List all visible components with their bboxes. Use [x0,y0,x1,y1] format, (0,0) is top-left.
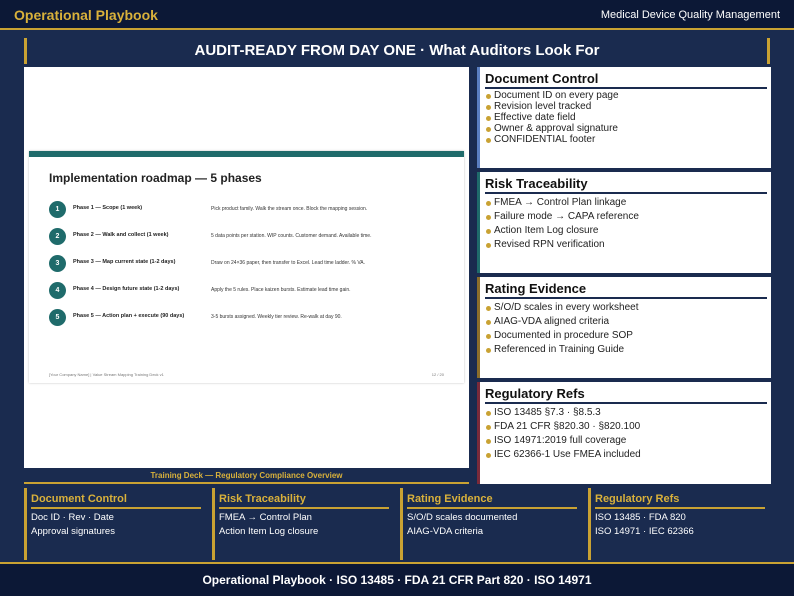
list-item: Effective date field [486,112,771,123]
card-title: Risk Traceability [485,176,767,194]
card-line: ISO 13485 · FDA 820 [595,512,686,523]
list-item: Documented in procedure SOP [486,330,771,341]
footer-bar: Operational Playbook · ISO 13485 · FDA 21 CFR Part 820 · ISO 14971 [0,562,794,596]
slide-heading: Implementation roadmap — 5 phases [49,171,262,185]
side-card-rating-evidence [477,277,771,378]
phase-row [49,282,449,302]
slide-content [29,151,464,383]
side-card-document-control [477,67,771,168]
list-item: FMEA → Control Plan linkage [486,197,771,208]
side-card-risk-traceability [477,172,771,273]
list-item: ISO 13485 §7.3 · §8.5.3 [486,407,771,418]
card-title: Rating Evidence [407,493,577,509]
card-title: Rating Evidence [485,281,767,299]
list-item: CONFIDENTIAL footer [486,134,771,145]
phase-row [49,309,449,329]
list-item: Document ID on every page [486,90,771,101]
list-item: Owner & approval signature [486,123,771,134]
list-item: Action Item Log closure [486,225,771,236]
phase-title: Phase 5 — Action plan + execute (90 days) [73,313,185,319]
slide-caption: Training Deck — Regulatory Compliance Overview [24,468,469,484]
bottom-card-document-control [24,488,206,560]
card-line: S/O/D scales documented [407,512,518,523]
list-item: Failure mode → CAPA reference [486,211,771,222]
slide-page-number: 12 / 20 [431,372,444,377]
list-item: Referenced in Training Guide [486,344,771,355]
list-item: Revision level tracked [486,101,771,112]
card-line: ISO 14971 · IEC 62366 [595,526,694,537]
phase-number-badge: 5 [49,309,66,326]
phase-title: Phase 1 — Scope (1 week) [73,205,143,211]
phase-number-badge: 3 [49,255,66,272]
card-title: Document Control [31,493,201,509]
list-item: Revised RPN verification [486,239,771,250]
phase-description: 3-5 bursts assigned. Weekly tier review. Re-walk at day 90. [211,314,342,320]
card-title: Regulatory Refs [485,386,767,404]
list-item: AIAG-VDA aligned criteria [486,316,771,327]
brand-title: Operational Playbook [14,7,158,23]
card-line: Action Item Log closure [219,526,319,537]
card-title: Regulatory Refs [595,493,765,509]
phase-title: Phase 4 — Design future state (1-2 days) [73,286,180,292]
card-line: AIAG-VDA criteria [407,526,484,537]
list-item: S/O/D scales in every worksheet [486,302,771,313]
phase-title: Phase 2 — Walk and collect (1 week) [73,232,169,238]
list-item: FDA 21 CFR §820.30 · §820.100 [486,421,771,432]
card-line: Doc ID · Rev · Date [31,512,114,523]
phase-row [49,228,449,248]
phase-row [49,255,449,275]
phase-row [49,201,449,221]
top-bar [0,0,794,30]
phase-description: Apply the 5 rules. Place kaizen bursts. Estimate lead time gain. [211,287,351,293]
bottom-card-risk-traceability [212,488,394,560]
card-line: Approval signatures [31,526,115,537]
bottom-card-rating-evidence [400,488,582,560]
card-line: FMEA → Control Plan [219,512,312,523]
phase-description: 5 data points per station. WIP counts. Customer demand. Available time. [211,233,372,239]
list-item: ISO 14971:2019 full coverage [486,435,771,446]
phase-number-badge: 1 [49,201,66,218]
card-title: Risk Traceability [219,493,389,509]
bottom-card-regulatory-refs [588,488,770,560]
card-title: Document Control [485,71,767,89]
list-item: IEC 62366-1 Use FMEA included [486,449,771,460]
phase-description: Draw on 24×36 paper, then transfer to Excel. Lead time ladder. % VA. [211,260,366,266]
phase-number-badge: 2 [49,228,66,245]
phase-title: Phase 3 — Map current state (1-2 days) [73,259,176,265]
page-title: AUDIT-READY FROM DAY ONE · What Auditors Look For [24,38,770,64]
slide-preview[interactable] [24,67,469,484]
phase-number-badge: 4 [49,282,66,299]
phase-description: Pick product family. Walk the stream once. Block the mapping session. [211,206,368,212]
header-subtitle: Medical Device Quality Management [600,9,780,21]
slide-footer-text: [Your Company Name] | Value Stream Mapping Training Deck v1 [49,372,164,377]
side-card-regulatory-refs [477,382,771,484]
